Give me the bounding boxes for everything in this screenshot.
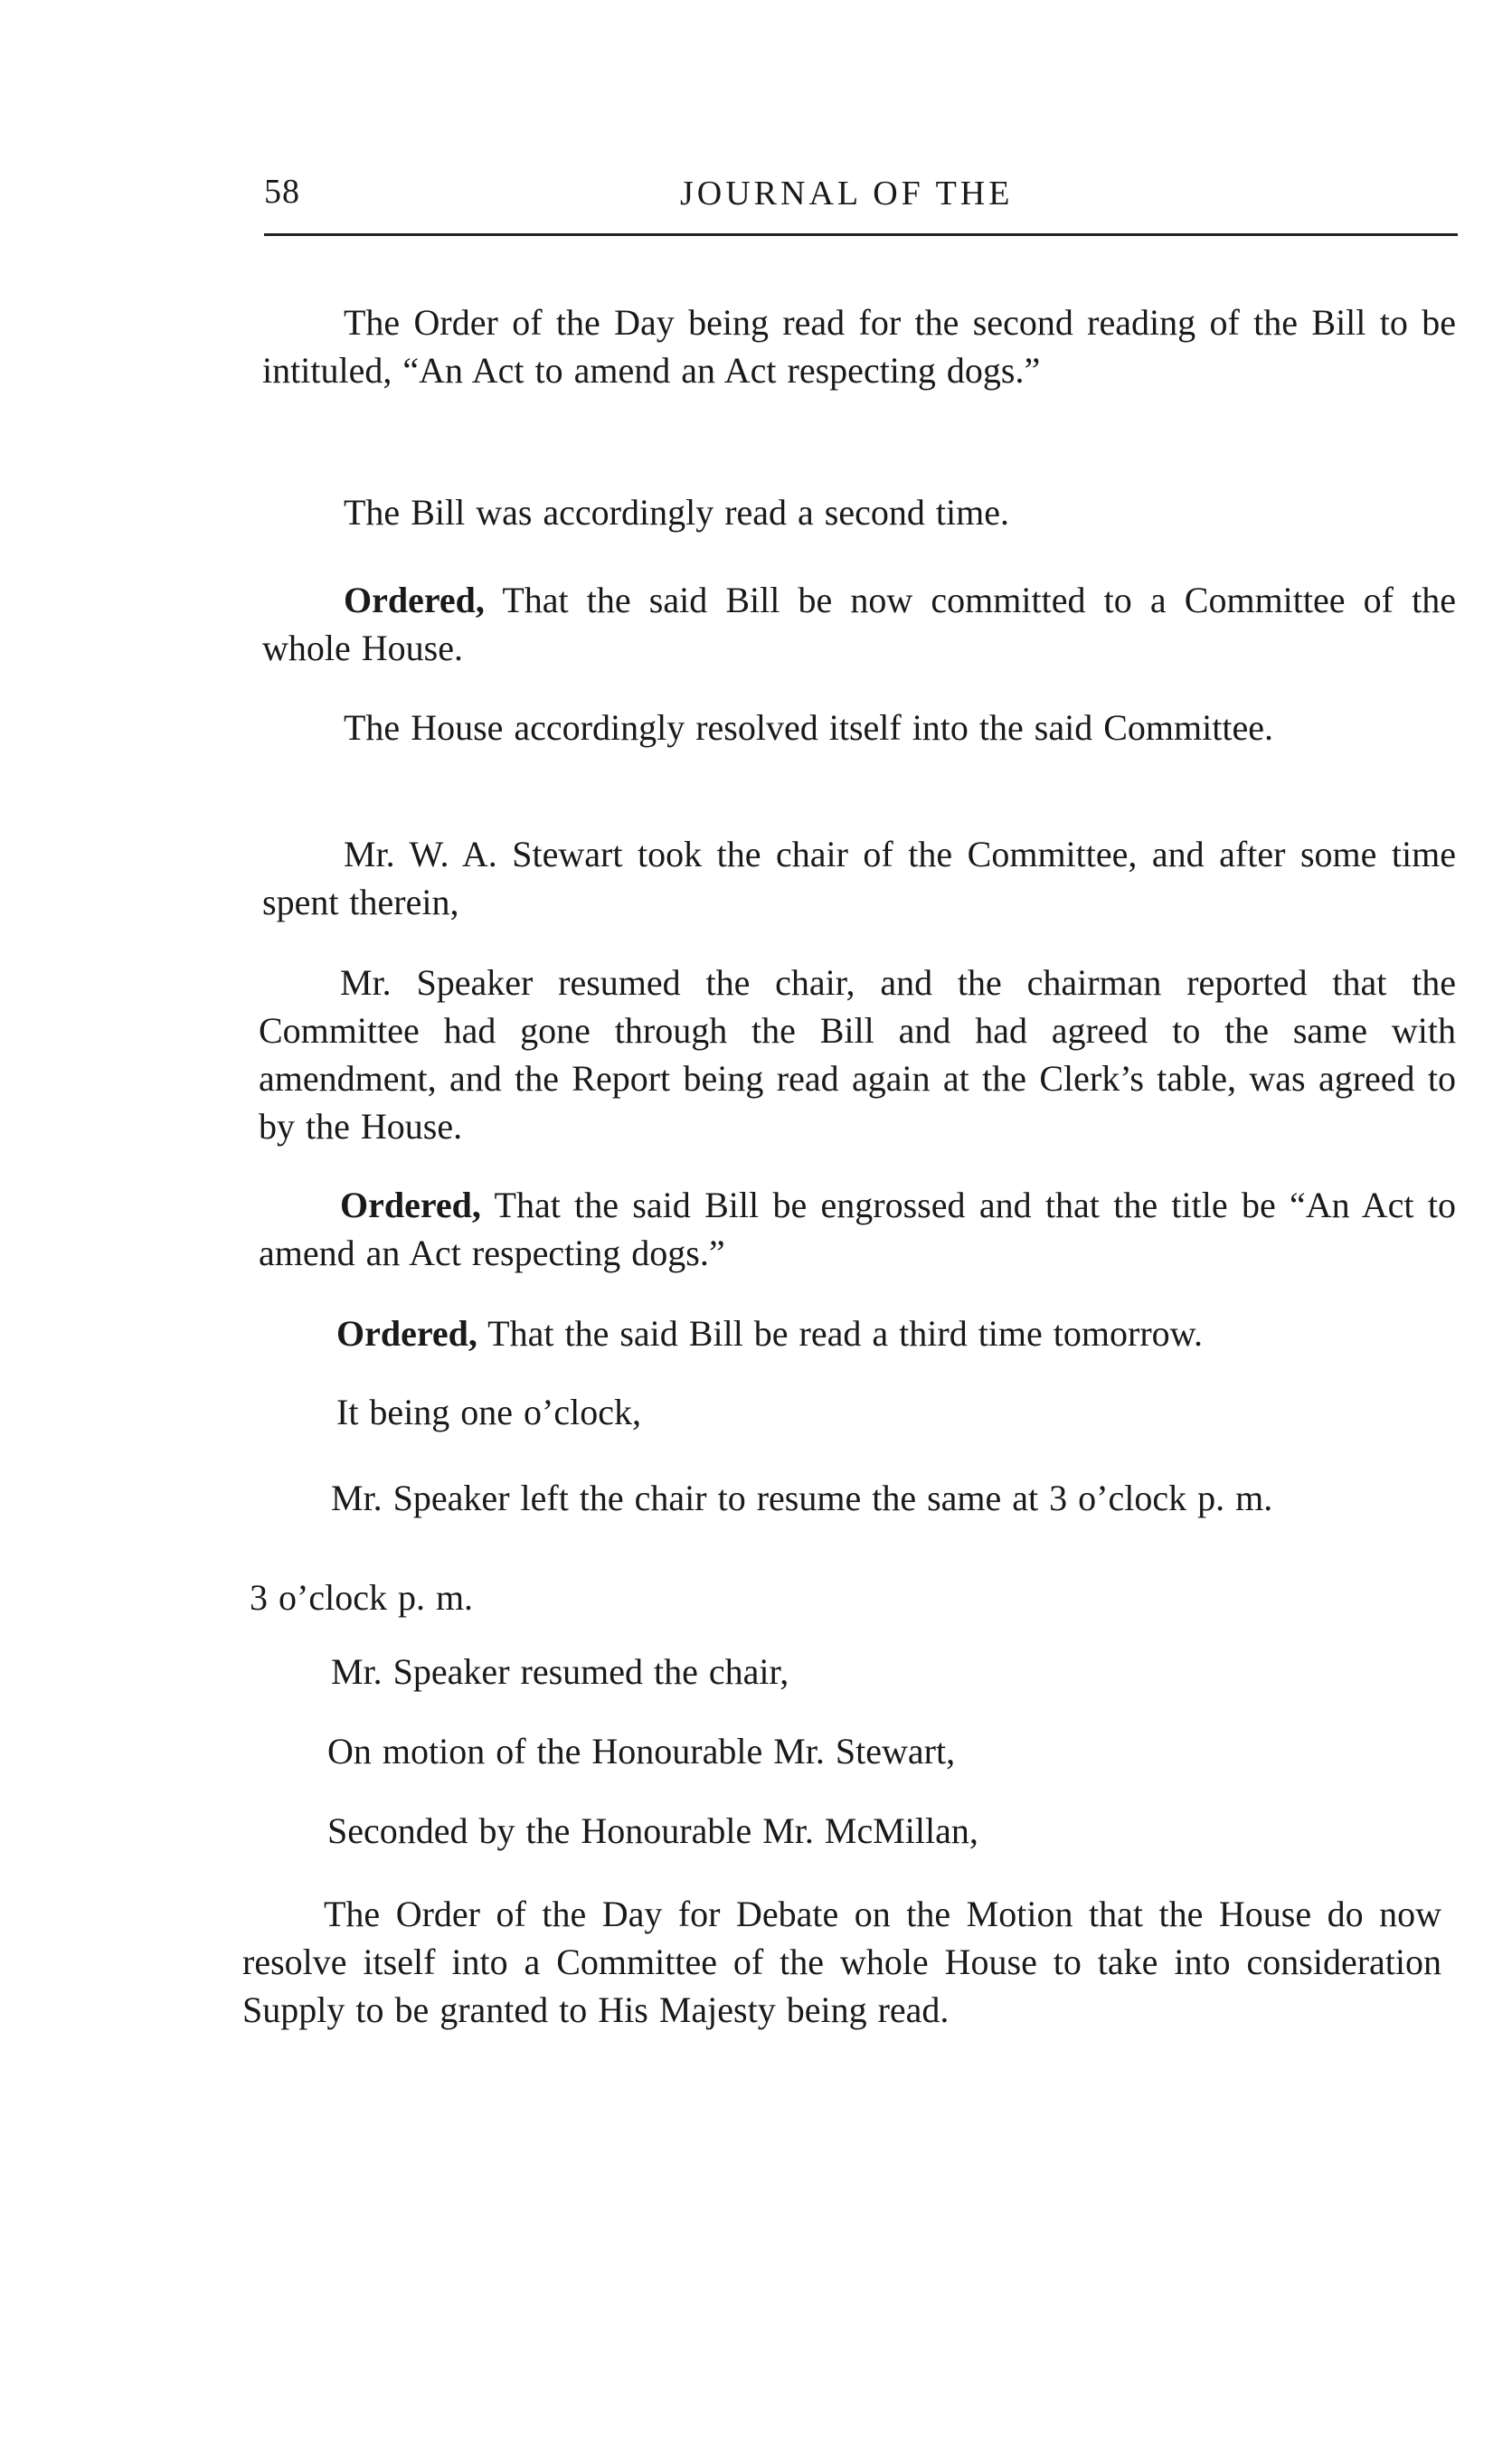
paragraph-seconded bbox=[246, 1807, 1456, 1855]
ordered-label: Ordered, bbox=[336, 1313, 477, 1354]
paragraph-text: Mr. Speaker resumed the chair, and the chairman reported that the Committee had gone through the Bill and had agreed to the same with amendment, and the Report being read again at the Clerk’s table, was agreed to by the House. bbox=[259, 962, 1456, 1147]
ordered-label: Ordered, bbox=[340, 1185, 481, 1225]
paragraph-on-motion bbox=[246, 1727, 1456, 1775]
time-marker bbox=[250, 1573, 1441, 1621]
paragraph-text: Mr. Speaker resumed the chair, bbox=[331, 1651, 789, 1692]
header-rule bbox=[264, 233, 1458, 236]
paragraph-text: Seconded by the Honourable Mr. McMillan, bbox=[327, 1810, 978, 1851]
paragraph-speaker-resumed-chair bbox=[250, 1648, 1456, 1696]
paragraph-text: That the said Bill be read a third time tomorrow. bbox=[477, 1313, 1203, 1354]
paragraph-ordered-third-reading bbox=[255, 1309, 1456, 1357]
paragraph-text: The House accordingly resolved itself into the said Committee. bbox=[344, 707, 1273, 748]
paragraph-ordered-engrossed bbox=[259, 1181, 1456, 1277]
paragraph-speaker-left bbox=[250, 1474, 1456, 1522]
paragraph-text: Mr. W. A. Stewart took the chair of the Committee, and after some time spent therein, bbox=[262, 834, 1456, 922]
time-marker-text: 3 o’clock p. m. bbox=[250, 1577, 474, 1618]
paragraph-resolved bbox=[262, 704, 1456, 751]
paragraph-speaker-resumed bbox=[259, 959, 1456, 1150]
running-head: JOURNAL OF THE bbox=[680, 175, 1014, 213]
page-number: 58 bbox=[264, 173, 300, 211]
paragraph-one-oclock bbox=[255, 1388, 1456, 1436]
paragraph-text: It being one o’clock, bbox=[336, 1392, 641, 1432]
paragraph-text: The Bill was accordingly read a second time. bbox=[344, 492, 1009, 533]
paragraph-stewart-chair bbox=[262, 830, 1456, 926]
paragraph-text: The Order of the Day for Debate on the Motion that the House do now resolve itself into a Committee of the whole House to take into consideration Supply to be granted to His Majesty being read. bbox=[242, 1894, 1441, 2030]
page-header bbox=[264, 172, 1458, 226]
paragraph-text: That the said Bill be now committed to a Committee of the whole House. bbox=[262, 580, 1456, 668]
paragraph-second-reading bbox=[262, 488, 1456, 536]
paragraph-debate-motion bbox=[242, 1890, 1441, 2034]
paragraph-order-of-day bbox=[262, 298, 1456, 394]
paragraph-text: Mr. Speaker left the chair to resume the same at 3 o’clock p. m. bbox=[331, 1478, 1273, 1518]
paragraph-text: The Order of the Day being read for the second reading of the Bill to be intituled, “An Act to amend an Act respecting dogs.” bbox=[262, 302, 1456, 391]
ordered-label: Ordered, bbox=[344, 580, 485, 620]
paragraph-ordered-committed bbox=[262, 576, 1456, 672]
paragraph-text: That the said Bill be engrossed and that the title be “An Act to amend an Act respecting dogs.” bbox=[259, 1185, 1456, 1273]
paragraph-text: On motion of the Honourable Mr. Stewart, bbox=[327, 1731, 956, 1771]
